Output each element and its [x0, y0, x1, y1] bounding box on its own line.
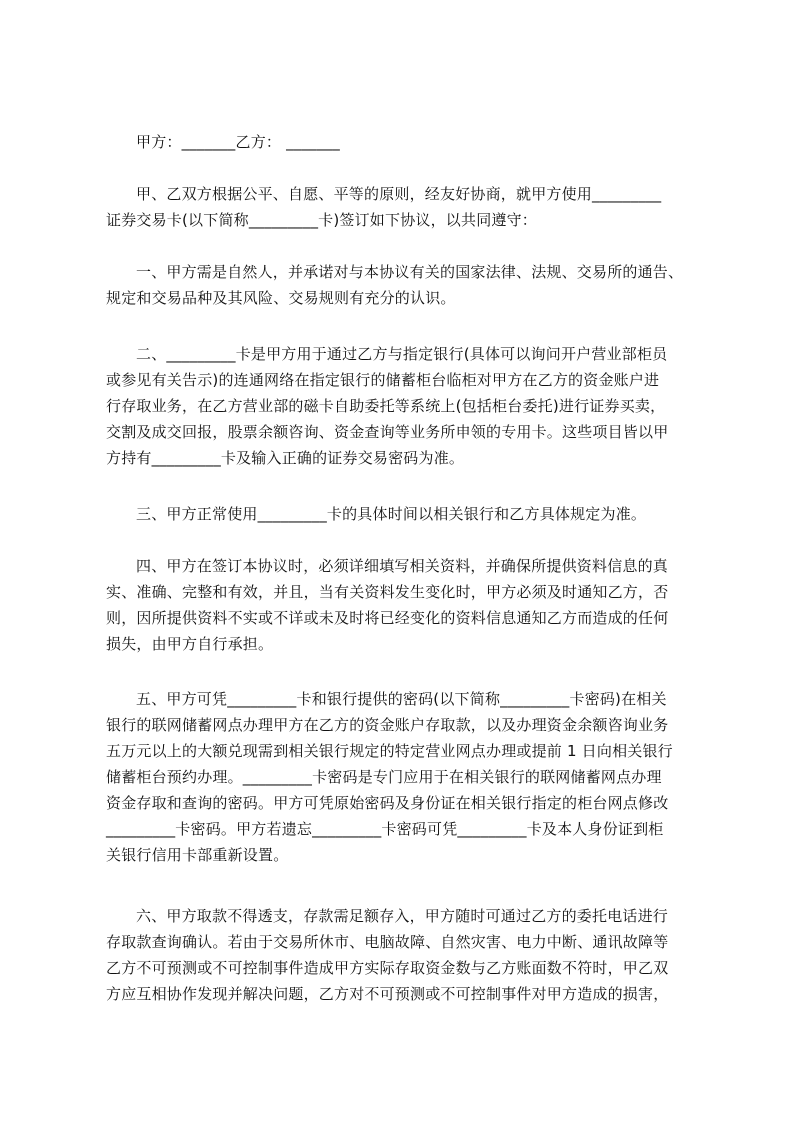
clause-6-paragraph [106, 903, 706, 1007]
paragraph-line: 乙方不可预测或不可控制事件造成甲方实际存取资金数与乙方账面数不符时，甲乙双 [106, 959, 669, 977]
paragraph-line: 三、甲方正常使用_________卡的具体时间以相关银行和乙方具体规定为准。 [136, 505, 647, 523]
clause-4-paragraph [106, 553, 706, 657]
paragraph-line: 五万元以上的大额兑现需到相关银行规定的特定营业网点办理或提前 1 日向相关银行 [106, 742, 673, 760]
paragraph-line: 方应互相协作发现并解决问题，乙方对不可预测或不可控制事件对甲方造成的损害， [106, 985, 669, 1003]
paragraph-line: 则，因所提供资料不实或不详或未及时将已经变化的资料信息通知乙方而造成的任何 [106, 609, 669, 627]
paragraph-line: 行存取业务，在乙方营业部的磁卡自助委托等系统上(包括柜台委托)进行证券买卖， [106, 397, 666, 415]
paragraph-line: 银行的联网储蓄网点办理甲方在乙方的资金账户存取款，以及办理资金余额咨询业务 [106, 716, 669, 734]
paragraph-line: 损失，由甲方自行承担。 [106, 635, 274, 653]
paragraph-line: 交割及成交回报，股票余额咨询、资金查询等业务所申领的专用卡。这些项目皆以甲 [106, 423, 669, 441]
intro-paragraph [106, 181, 706, 233]
paragraph-line: 一、甲方需是自然人，并承诺对与本协议有关的国家法律、法规、交易所的通告、 [136, 263, 684, 281]
paragraph-line: 五、甲方可凭_________卡和银行提供的密码(以下简称_________卡密码)在相关 [136, 690, 667, 708]
clause-3-paragraph [106, 501, 706, 527]
paragraph-line: 方持有_________卡及输入正确的证券交易密码为准。 [106, 449, 465, 467]
paragraph-line: 规定和交易品种及其风险、交易规则有充分的认识。 [106, 289, 456, 307]
paragraph-line: 关银行信用卡部重新设置。 [106, 846, 289, 864]
paragraph-line: 二、_________卡是甲方用于通过乙方与指定银行(具体可以询问开户营业部柜员 [136, 345, 668, 363]
paragraph-line: 资金存取和查询的密码。甲方可凭原始密码及身份证在相关银行指定的柜台网点修改 [106, 794, 669, 812]
paragraph-line: 储蓄柜台预约办理。_________卡密码是专门应用于在相关银行的联网储蓄网点办理 [106, 768, 662, 786]
paragraph-line: 存取款查询确认。若由于交易所休市、电脑故障、自然灾害、电力中断、通讯故障等 [106, 933, 669, 951]
paragraph-line: 六、甲方取款不得透支，存款需足额存入，甲方随时可通过乙方的委托电话进行 [136, 907, 669, 925]
paragraph-line: 或参见有关告示)的连通网络在指定银行的储蓄柜台临柜对甲方在乙方的资金账户进 [106, 371, 660, 389]
clause-2-paragraph [106, 341, 706, 471]
clause-5-paragraph [106, 686, 706, 868]
paragraph-line: 证券交易卡(以下简称_________卡)签订如下协议，以共同遵守： [106, 211, 538, 229]
paragraph-line: 甲、乙双方根据公平、自愿、平等的原则，经友好协商，就甲方使用_________ [136, 185, 662, 203]
paragraph-line: _________卡密码。甲方若遗忘_________卡密码可凭_________卡及本人身份证到柜 [106, 820, 664, 838]
clause-1-paragraph [106, 259, 706, 311]
parties-line [106, 129, 706, 155]
paragraph-line: 四、甲方在签订本协议时，必须详细填写相关资料，并确保所提供资料信息的真 [136, 557, 669, 575]
paragraph-line: 实、准确、完整和有效，并且，当有关资料发生变化时，甲方必须及时通知乙方，否 [106, 583, 669, 601]
parties-text: 甲方：_______乙方： _______ [136, 133, 340, 151]
